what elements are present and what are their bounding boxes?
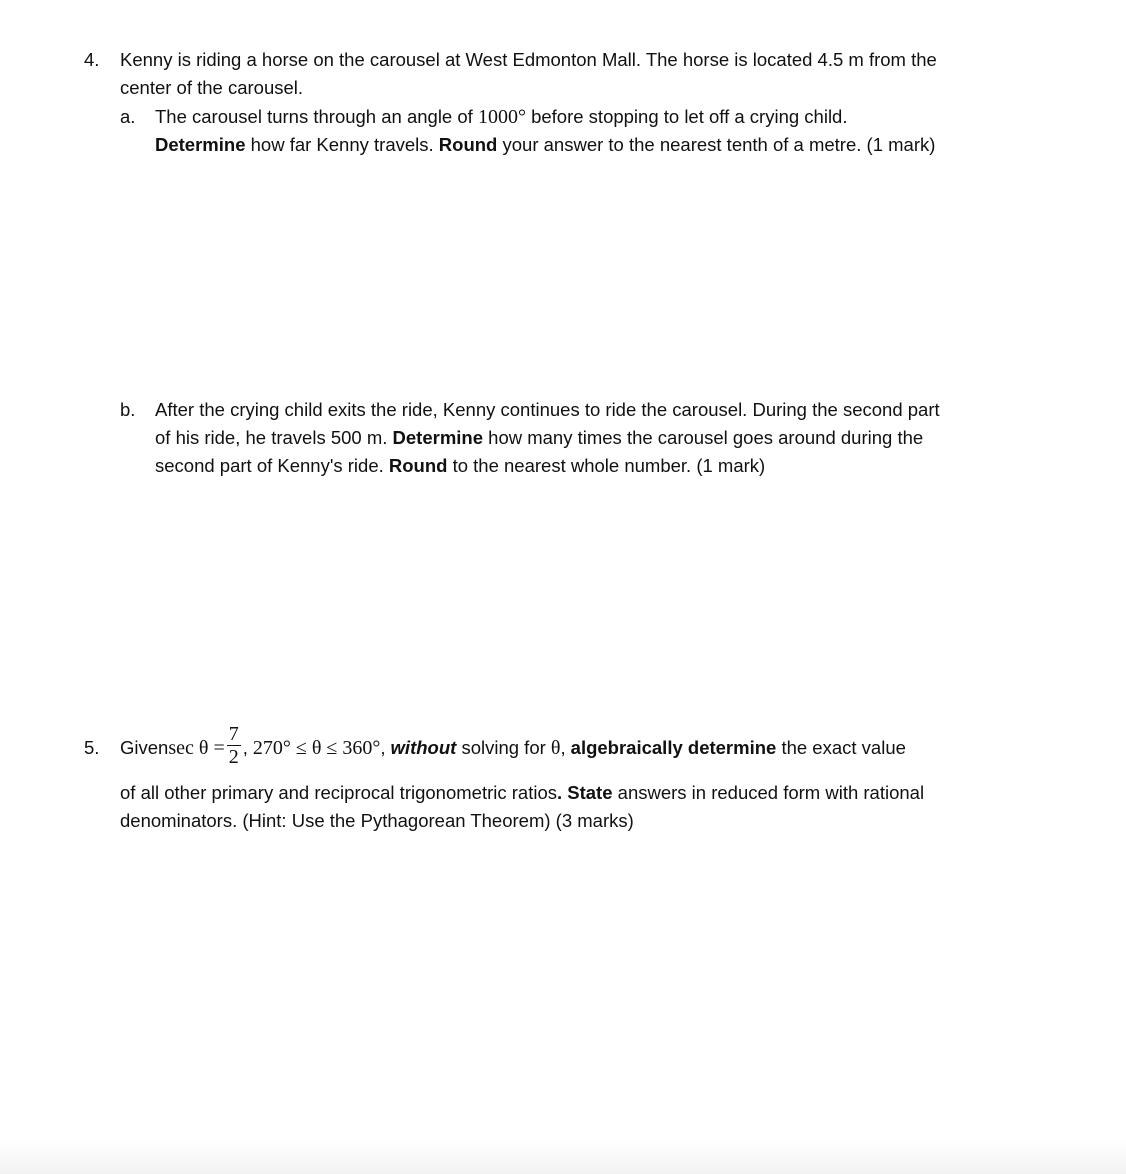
question-4-text bbox=[120, 46, 1020, 102]
sec-theta-expression: sec θ = bbox=[168, 737, 225, 759]
question-4a-text bbox=[155, 103, 1025, 159]
question-4a-line-2: Determine how far Kenny travels. Round your answer to the nearest tenth of a metre. (1 mark) bbox=[155, 134, 936, 155]
question-4b-line-3: second part of Kenny's ride. Round to the nearest whole number. (1 mark) bbox=[155, 455, 766, 476]
question-4b-text bbox=[155, 396, 1025, 480]
fraction-numerator: 7 bbox=[228, 722, 239, 745]
question-4-line-1: Kenny is riding a horse on the carousel at West Edmonton Mall. The horse is located 4.5 m from the bbox=[120, 49, 937, 70]
fraction-seven-halves bbox=[227, 724, 241, 767]
question-5-number: 5. bbox=[84, 737, 100, 758]
theta-symbol: θ bbox=[550, 737, 561, 759]
question-4-number: 4. bbox=[84, 49, 100, 70]
theta-range: 270° ≤ θ ≤ 360° bbox=[252, 737, 381, 759]
question-4-line-2: center of the carousel. bbox=[120, 77, 304, 98]
question-5-continuation bbox=[120, 779, 1020, 835]
angle-1000-degrees: 1000° bbox=[477, 106, 526, 128]
fraction-denominator: 2 bbox=[228, 745, 239, 768]
question-4a-letter: a. bbox=[120, 106, 136, 127]
question-4a-line-1: The carousel turns through an angle of 1000° before stopping to let off a crying child. bbox=[155, 106, 848, 128]
question-4b-letter: b. bbox=[120, 399, 136, 420]
question-4b-line-1: After the crying child exits the ride, Kenny continues to ride the carousel. During the second part bbox=[155, 399, 940, 420]
question-5-line-2: of all other primary and reciprocal trigonometric ratios. State answers in reduced form with rational bbox=[120, 782, 925, 803]
question-5-line-1: Given sec θ = $\frac{7}{2}$ , 270° ≤ θ ≤ 360° , without solving for θ , algebraically determine the exact value bbox=[120, 722, 906, 768]
page-bottom-shadow bbox=[0, 1140, 1126, 1174]
question-5-line-3: denominators. (Hint: Use the Pythagorean Theorem) (3 marks) bbox=[120, 810, 634, 831]
question-4b-line-2: of his ride, he travels 500 m. Determine how many times the carousel goes around during the bbox=[155, 427, 924, 448]
